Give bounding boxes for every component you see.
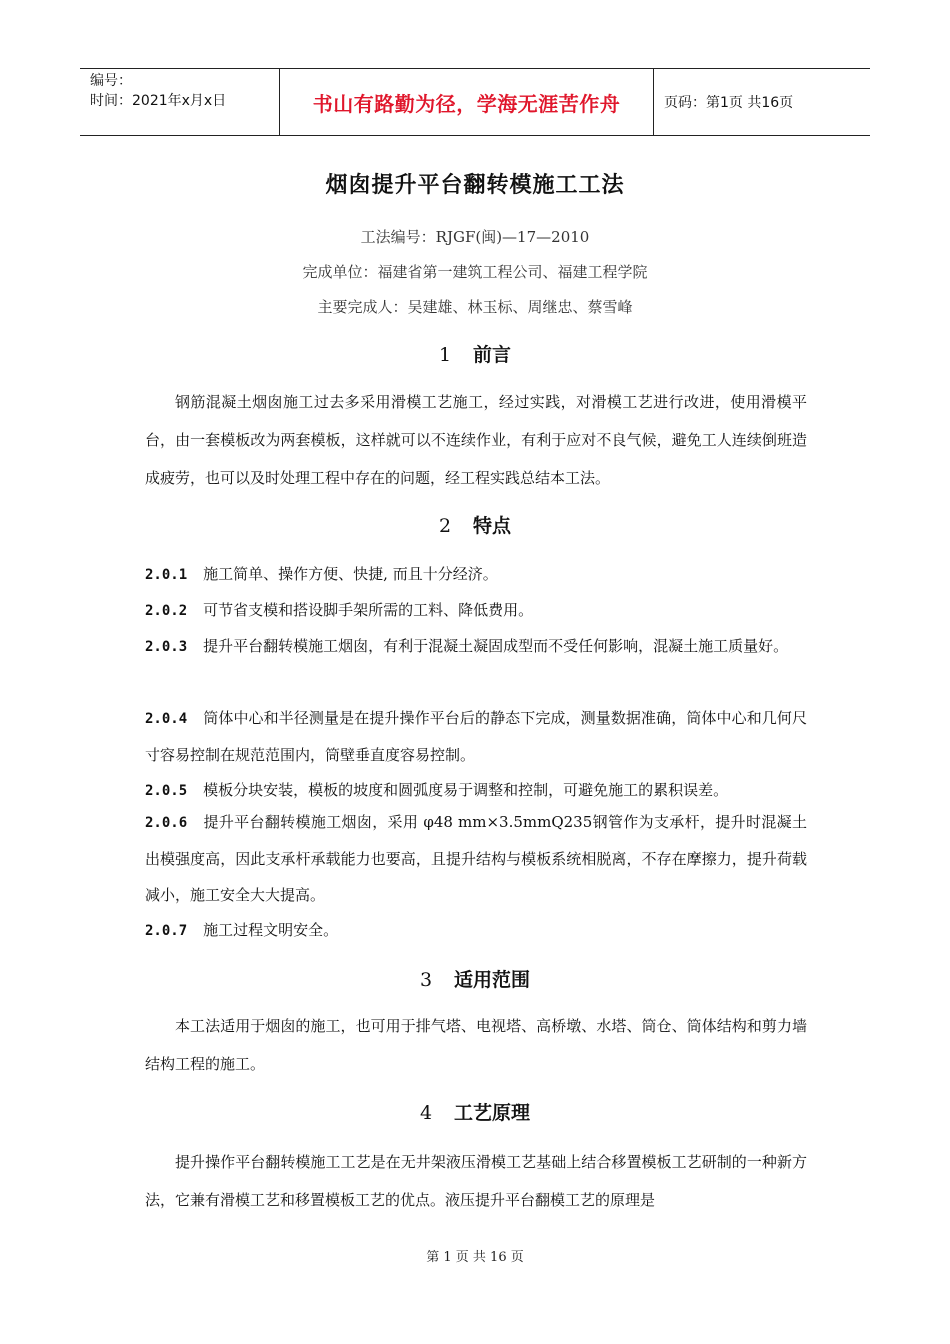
feature-item: [145, 700, 807, 773]
item-code: 2.0.7: [145, 923, 188, 939]
item-code: 2.0.3: [145, 639, 188, 655]
section-title: 适用范围: [454, 969, 531, 991]
section-heading-1: [0, 340, 950, 367]
feature-item: [145, 592, 807, 629]
section-heading-2: [0, 511, 950, 538]
feature-item: [145, 556, 807, 593]
item-text: 可节省支模和搭设脚手架所需的工料、降低费用。: [203, 601, 534, 619]
header-meta: [80, 69, 280, 135]
item-text: 提升平台翻转模施工烟囱，采用 φ48 mm×3.5mmQ235钢管作为支承杆，提升时混凝土出模强度高，因此支承杆承载能力也要高，且提升结构与模板系统相脱离，不存在摩擦力，提升荷载减小，施工安全大大提高。: [145, 813, 807, 904]
item-code: 2.0.5: [145, 783, 188, 799]
section-number: 2: [438, 515, 452, 537]
section-heading-4: [0, 1098, 950, 1125]
section-paragraph-3: 本工法适用于烟囱的施工，也可用于排气塔、电视塔、高桥墩、水塔、筒仓、筒体结构和剪力墙结构工程的施工。: [145, 1017, 807, 1073]
completion-unit: 完成单位：福建省第一建筑工程公司、福建工程学院: [302, 263, 648, 281]
section-number: 1: [438, 344, 452, 366]
item-code: 2.0.4: [145, 711, 188, 727]
header-motto: 书山有路勤为径，学海无涯苦作舟: [280, 69, 654, 135]
item-code: 2.0.6: [145, 815, 188, 831]
document-title: 烟囱提升平台翻转模施工工法: [325, 173, 625, 198]
item-text: 提升平台翻转模施工烟囱，有利于混凝土凝固成型而不受任何影响，混凝土施工质量好。: [203, 637, 789, 655]
feature-item: [145, 912, 807, 949]
page-header: [80, 68, 870, 136]
section-heading-3: [0, 965, 950, 992]
item-text: 施工简单、操作方便、快捷, 而且十分经济。: [203, 565, 498, 583]
feature-item: [145, 628, 807, 665]
item-code: 2.0.2: [145, 603, 188, 619]
section-title: 特点: [473, 515, 512, 537]
section-paragraph-1: 钢筋混凝土烟囱施工过去多采用滑模工艺施工，经过实践，对滑模工艺进行改进，使用滑模平台，由一套模板改为两套模板，这样就可以不连续作业，有利于应对不良气候，避免工人连续倒班造成疲劳，也可以及时处理工程中存在的问题，经工程实践总结本工法。: [145, 393, 807, 487]
section-title: 工艺原理: [454, 1102, 531, 1124]
section-number: 3: [419, 969, 433, 991]
item-code: 2.0.1: [145, 567, 188, 583]
main-authors: 主要完成人：吴建雄、林玉标、周继忠、蔡雪峰: [317, 298, 633, 316]
section-number: 4: [419, 1102, 433, 1124]
item-text: 筒体中心和半径测量是在提升操作平台后的静态下完成，测量数据准确，筒体中心和几何尺寸容易控制在规范范围内，筒壁垂直度容易控制。: [145, 709, 807, 764]
number-label: 编号：: [90, 73, 132, 89]
item-text: 施工过程文明安全。: [203, 921, 339, 939]
section-paragraph-4: 提升操作平台翻转模施工工艺是在无井架液压滑模工艺基础上结合移置模板工艺研制的一种新方法，它兼有滑模工艺和移置模板工艺的优点。液压提升平台翻模工艺的原理是: [145, 1153, 807, 1209]
feature-item: [145, 804, 807, 913]
section-title: 前言: [473, 344, 512, 366]
header-page-info: 页码：第1页 共16页: [664, 95, 794, 111]
item-text: 模板分块安装，模板的坡度和圆弧度易于调整和控制，可避免施工的累积误差。: [203, 781, 729, 799]
method-number: 工法编号：RJGF(闽)—17—2010: [360, 228, 590, 246]
page-footer: 第 1 页 共 16 页: [426, 1250, 524, 1265]
date-label: 时间：2021年x月x日: [90, 93, 227, 109]
